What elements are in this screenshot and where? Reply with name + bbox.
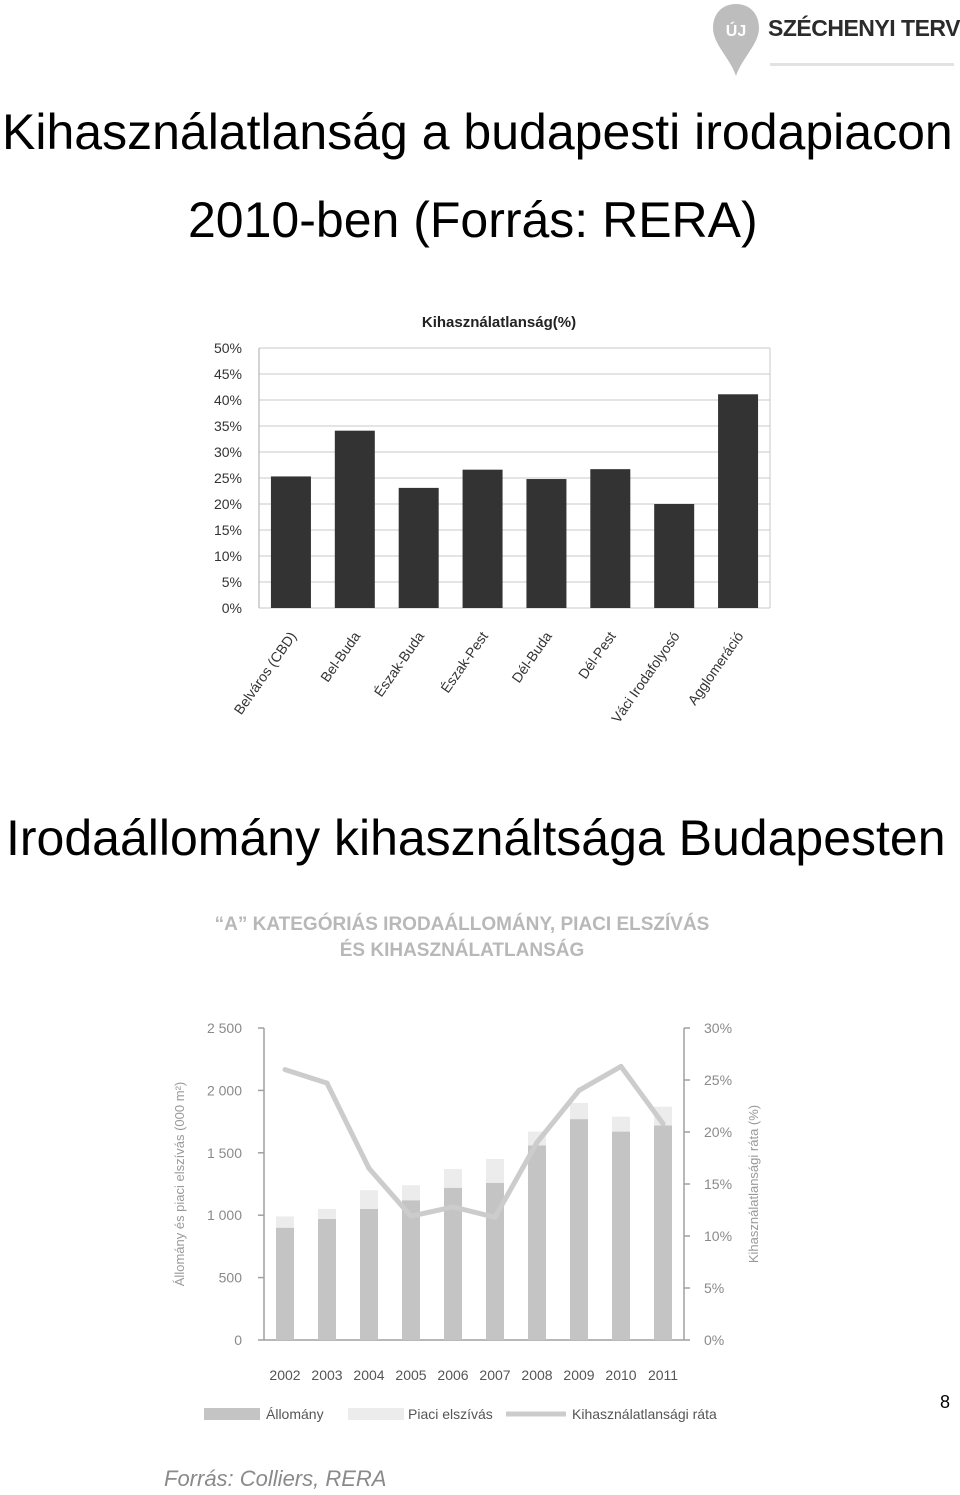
chart2-y2-tick-label: 25% <box>704 1072 733 1088</box>
chart1-y-tick-label: 20% <box>213 496 242 512</box>
chart1-bar <box>654 504 694 608</box>
chart1-y-tick-label: 10% <box>213 548 242 564</box>
chart1-y-tick-label: 0% <box>221 600 242 616</box>
chart2-vacancy-rate-point <box>409 1214 414 1219</box>
chart1-y-tick-label: 25% <box>213 470 242 486</box>
chart1-bar <box>590 469 630 608</box>
chart2-y-tick-label: 0 <box>234 1332 242 1348</box>
page-title-line-2: 2010-ben (Forrás: RERA) <box>188 192 758 248</box>
chart1-x-tick-label: Dél-Buda <box>508 628 555 686</box>
chart1-x-tick-label: Belváros (CBD) <box>230 628 300 718</box>
vacancy-by-district-chart <box>180 300 790 750</box>
chart2-vacancy-rate-point <box>535 1140 540 1145</box>
chart1-y-tick-label: 5% <box>221 574 242 590</box>
chart1-y-tick-label: 30% <box>213 444 242 460</box>
chart2-absorption-bar <box>486 1159 504 1183</box>
chart1-x-tick-label: Dél-Pest <box>574 628 619 682</box>
chart2-absorption-bar <box>276 1216 294 1227</box>
chart2-y2-tick-label: 0% <box>704 1332 725 1348</box>
chart2-stock-bar <box>402 1200 420 1340</box>
chart2-y-axis-label: Állomány és piaci elszívás (000 m²) <box>172 1081 187 1287</box>
legend-absorption-swatch <box>348 1408 404 1420</box>
chart2-y-tick-label: 2 500 <box>206 1020 242 1036</box>
chart2-vacancy-rate-line <box>285 1066 663 1217</box>
chart1-x-tick-label: Agglomeráció <box>684 628 747 708</box>
chart2-y-tick-label: 1 000 <box>206 1207 242 1224</box>
chart2-x-tick-label: 2008 <box>521 1367 553 1383</box>
chart1-y-tick-label: 35% <box>213 418 242 434</box>
chart1-x-tick-label: Észak-Buda <box>370 628 428 700</box>
chart2-x-tick-label: 2009 <box>563 1367 595 1383</box>
chart2-stock-bar <box>654 1125 672 1340</box>
chart1-bar <box>718 394 758 608</box>
page-number: 8 <box>940 1392 951 1412</box>
chart2-y-tick-label: 2 000 <box>206 1082 242 1099</box>
chart1-y-tick-label: 15% <box>213 522 242 538</box>
chart2-stock-bar <box>276 1228 294 1340</box>
chart1-bar <box>526 479 566 608</box>
chart2-x-tick-label: 2011 <box>647 1367 679 1383</box>
chart2-absorption-bar <box>444 1169 462 1188</box>
chart2-vacancy-rate-point <box>661 1121 666 1126</box>
chart1-x-tick-label: Észak-Pest <box>437 628 492 696</box>
chart2-stock-bar <box>360 1209 378 1340</box>
chart2-stock-bar <box>528 1145 546 1340</box>
chart2-x-tick-label: 2005 <box>395 1367 427 1383</box>
chart2-x-tick-label: 2004 <box>353 1367 385 1383</box>
chart2-vacancy-rate-point <box>619 1064 624 1069</box>
chart1-x-tick-label: Váci Irodafolyosó <box>607 628 683 726</box>
chart1-bar <box>463 470 503 608</box>
chart2-absorption-bar <box>360 1190 378 1209</box>
chart2-vacancy-rate-point <box>325 1081 330 1086</box>
chart1-title: Kihasználatlanság(%) <box>421 314 577 331</box>
chart2-y2-tick-label: 5% <box>704 1280 725 1296</box>
chart1-bar <box>335 431 375 608</box>
chart2-x-tick-label: 2003 <box>311 1367 343 1383</box>
chart2-y-tick-label: 1 500 <box>206 1144 242 1161</box>
chart2-title-line-2: ÉS KIHASZNÁLATLANSÁG <box>339 940 585 961</box>
chart2-vacancy-rate-point <box>451 1204 456 1209</box>
chart1-y-tick-label: 40% <box>213 392 242 408</box>
szechenyi-terv-logo <box>704 0 960 80</box>
location-pin-icon <box>710 2 762 78</box>
chart2-vacancy-rate-point <box>367 1166 372 1171</box>
chart2-x-tick-label: 2007 <box>479 1367 511 1383</box>
legend-rate-label: Kihasználatlansági ráta <box>572 1406 717 1422</box>
chart2-stock-bar <box>612 1132 630 1340</box>
chart2-y-tick-label: 500 <box>218 1269 242 1286</box>
chart2-x-tick-label: 2010 <box>605 1367 637 1383</box>
chart1-bar <box>271 476 311 608</box>
chart2-vacancy-rate-point <box>577 1088 582 1093</box>
chart2-x-tick-label: 2002 <box>269 1367 301 1383</box>
legend-stock-label: Állomány <box>266 1406 324 1422</box>
logo-brand-text: SZÉCHENYI TERV <box>768 15 960 41</box>
logo-pin-text: ÚJ <box>725 23 747 40</box>
source-note: Forrás: Colliers, RERA <box>164 1466 387 1491</box>
chart2-vacancy-rate-point <box>493 1215 498 1220</box>
chart2-stock-bar <box>318 1219 336 1340</box>
chart1-y-tick-label: 45% <box>213 366 242 382</box>
chart2-x-tick-label: 2006 <box>437 1367 469 1383</box>
page-title-line-1: Kihasználatlanság a budapesti irodapiacon <box>2 104 953 160</box>
chart2-y2-tick-label: 15% <box>704 1176 733 1192</box>
chart2-y2-tick-label: 20% <box>704 1124 733 1140</box>
chart2-absorption-bar <box>570 1103 588 1119</box>
logo-tagline-decoration <box>770 60 954 70</box>
chart2-y2-axis-label: Kihasználatlansági ráta (%) <box>746 1104 761 1264</box>
chart2-absorption-bar <box>612 1117 630 1132</box>
legend-stock-swatch <box>204 1408 260 1420</box>
section-title: Irodaállomány kihasználtsága Budapesten <box>6 810 946 866</box>
chart1-x-tick-label: Bel-Buda <box>317 628 364 685</box>
chart2-vacancy-rate-point <box>283 1067 288 1072</box>
chart1-y-tick-label: 50% <box>213 340 242 356</box>
chart2-title-line-1: “A” KATEGÓRIÁS IRODAÁLLOMÁNY, PIACI ELSZÍVÁS <box>214 914 710 935</box>
legend-absorption-label: Piaci elszívás <box>408 1406 493 1422</box>
chart2-y2-tick-label: 30% <box>704 1020 733 1036</box>
chart2-stock-bar <box>570 1119 588 1340</box>
chart1-bar <box>399 488 439 608</box>
office-stock-vacancy-chart <box>150 900 790 1440</box>
chart2-absorption-bar <box>318 1209 336 1219</box>
chart2-absorption-bar <box>402 1185 420 1200</box>
chart2-y2-tick-label: 10% <box>704 1228 733 1244</box>
